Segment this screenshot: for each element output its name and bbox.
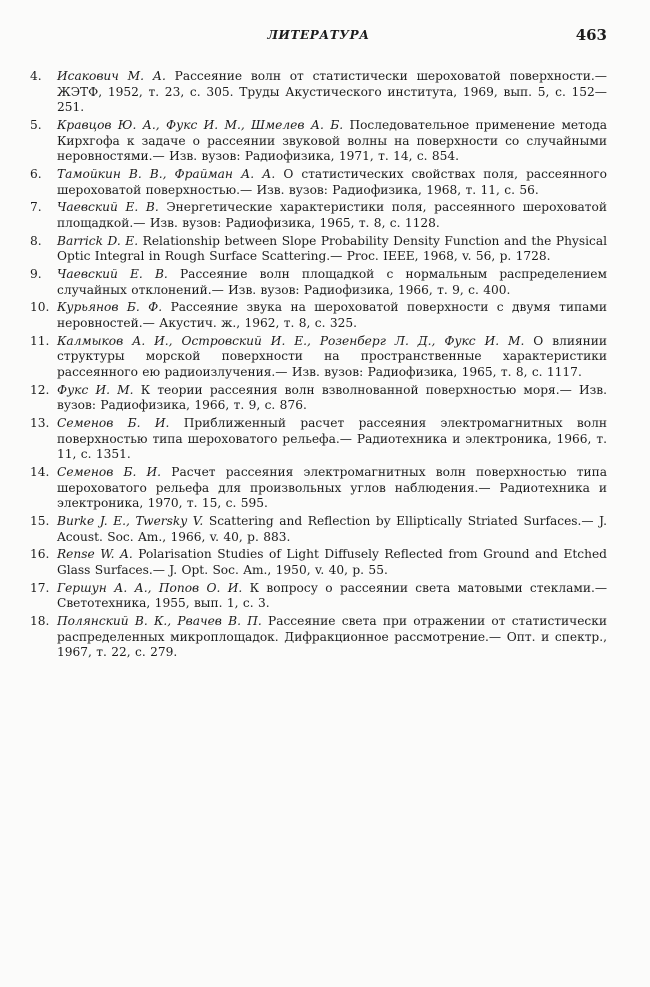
reference-text: Рассеяние волн от статистически шероховатой поверхности.— ЖЭТФ, 1952, т. 23, с. 305. Труды Акустического института, 1969, вып. 5, с. 152—251.	[57, 69, 607, 115]
reference-authors: Курьянов Б. Ф.	[57, 300, 163, 315]
reference-item	[30, 465, 607, 512]
reference-number: 9.	[30, 267, 42, 282]
reference-authors: Кравцов Ю. А., Фукс И. М., Шмелев А. Б.	[57, 117, 344, 132]
reference-text: О статистических свойствах поля, рассеянного шероховатой поверхностью.— Изв. вузов: Радиофизика, 1968, т. 11, с. 56.	[57, 166, 608, 197]
reference-authors: Чаевский Е. В.	[57, 267, 168, 282]
reference-authors: Полянский В. К., Рвачев В. П.	[57, 614, 262, 629]
reference-list	[30, 69, 607, 663]
reference-text: Рассеяние света при отражении от статистически распределенных микроплощадок. Дифракционное рассмотрение.— Опт. и спектр., 1967, т. 22, с. 279.	[57, 614, 607, 660]
page-number: 463	[575, 26, 607, 44]
reference-item	[30, 167, 607, 198]
reference-text: О влиянии структуры морской поверхности на пространственные характеристики рассеянного ею радиоизлучения.— Изв. вузов: Радиофизика, 1965, т. 8, с. 1117.	[57, 333, 608, 379]
reference-number: 4.	[30, 69, 42, 83]
reference-text: Последовательное применение метода Кирхгофа к задаче о рассеянии звуковой волны на поверхности со случайными неровностями.— Изв. вузов: Радиофизика, 1971, т. 14, с. 854.	[57, 117, 607, 164]
reference-number: 8.	[30, 233, 42, 248]
reference-item	[30, 581, 607, 612]
page-header	[30, 28, 607, 50]
reference-number: 5.	[30, 117, 42, 132]
reference-authors: Семенов Б. И.	[57, 465, 162, 480]
reference-item	[30, 614, 607, 661]
reference-authors: Чаевский Е. В.	[57, 200, 159, 215]
reference-number: 11.	[30, 333, 50, 348]
reference-item	[30, 267, 607, 298]
reference-number: 14.	[30, 465, 50, 480]
reference-authors: Семенов Б. И.	[57, 416, 170, 431]
reference-text: Приближенный расчет рассеяния электромагнитных волн поверхностью типа шероховатого рельефа.— Радиотехника и электроника, 1966, т. 11, с. 1351.	[57, 416, 607, 462]
reference-item	[30, 200, 607, 231]
reference-text: Рассеяние звука на шероховатой поверхности с двумя типами неровностей.— Акустич. ж., 1962, т. 8, с. 325.	[57, 300, 607, 331]
reference-text: Relationship between Slope Probability Density Function and the Physical Optic Integral in Rough Surface Scattering.— Proc. IEEE, 1968, v. 56, p. 1728.	[57, 233, 608, 264]
reference-text: К теории рассеяния волн взволнованной поверхностью моря.— Изв. вузов: Радиофизика, 1966, т. 9, с. 876.	[57, 382, 607, 413]
reference-authors: Калмыков А. И., Островский И. Е., Розенберг Л. Д., Фукс И. М.	[57, 333, 525, 348]
reference-number: 12.	[30, 382, 50, 397]
reference-authors: Гершун А. А., Попов О. И.	[57, 580, 243, 595]
reference-authors: Burke J. E., Twersky V.	[57, 514, 204, 529]
reference-authors: Фукс И. М.	[57, 382, 134, 397]
reference-text: К вопросу о рассеянии света матовыми стеклами.— Светотехника, 1955, вып. 1, с. 3.	[57, 580, 608, 611]
reference-item	[30, 514, 607, 545]
reference-number: 18.	[30, 614, 50, 629]
reference-item	[30, 118, 607, 165]
reference-item	[30, 416, 607, 463]
reference-text: Scattering and Reflection by Elliptically Striated Surfaces.— J. Acoust. Soc. Am., 1966, v. 40, p. 883.	[57, 514, 607, 544]
reference-number: 16.	[30, 547, 50, 562]
reference-item	[30, 69, 607, 116]
reference-item	[30, 334, 607, 381]
reference-text: Расчет рассеяния электромагнитных волн поверхностью типа шероховатого рельефа для произвольных углов наблюдения.— Радиотехника и электроника, 1970, т. 15, с. 595.	[57, 465, 607, 511]
reference-authors: Barrick D. E.	[57, 233, 139, 248]
reference-authors: Тамойкин В. В., Фрайман А. А.	[57, 166, 276, 181]
reference-item	[30, 547, 607, 578]
reference-number: 17.	[30, 580, 50, 595]
reference-text: Рассеяние волн площадкой с нормальным распределением случайных отклонений.— Изв. вузов: Радиофизика, 1966, т. 9, с. 400.	[57, 267, 608, 297]
reference-authors: Rense W. A.	[57, 547, 133, 562]
reference-item	[30, 300, 607, 331]
reference-text: Энергетические характеристики поля, рассеянного шероховатой площадкой.— Изв. вузов: Радиофизика, 1965, т. 8, с. 1128.	[57, 200, 607, 230]
reference-text: Polarisation Studies of Light Diffusely Reflected from Ground and Etched Glass Surfaces.— J. Opt. Soc. Am., 1950, v. 40, p. 55.	[57, 547, 607, 578]
reference-authors: Исакович М. А.	[57, 69, 166, 83]
reference-item	[30, 383, 607, 414]
reference-number: 13.	[30, 416, 50, 431]
reference-item	[30, 234, 607, 265]
running-title: ЛИТЕРАТУРА	[267, 28, 370, 42]
reference-number: 7.	[30, 200, 42, 215]
reference-number: 6.	[30, 166, 42, 181]
reference-number: 15.	[30, 514, 50, 529]
reference-number: 10.	[30, 300, 50, 315]
